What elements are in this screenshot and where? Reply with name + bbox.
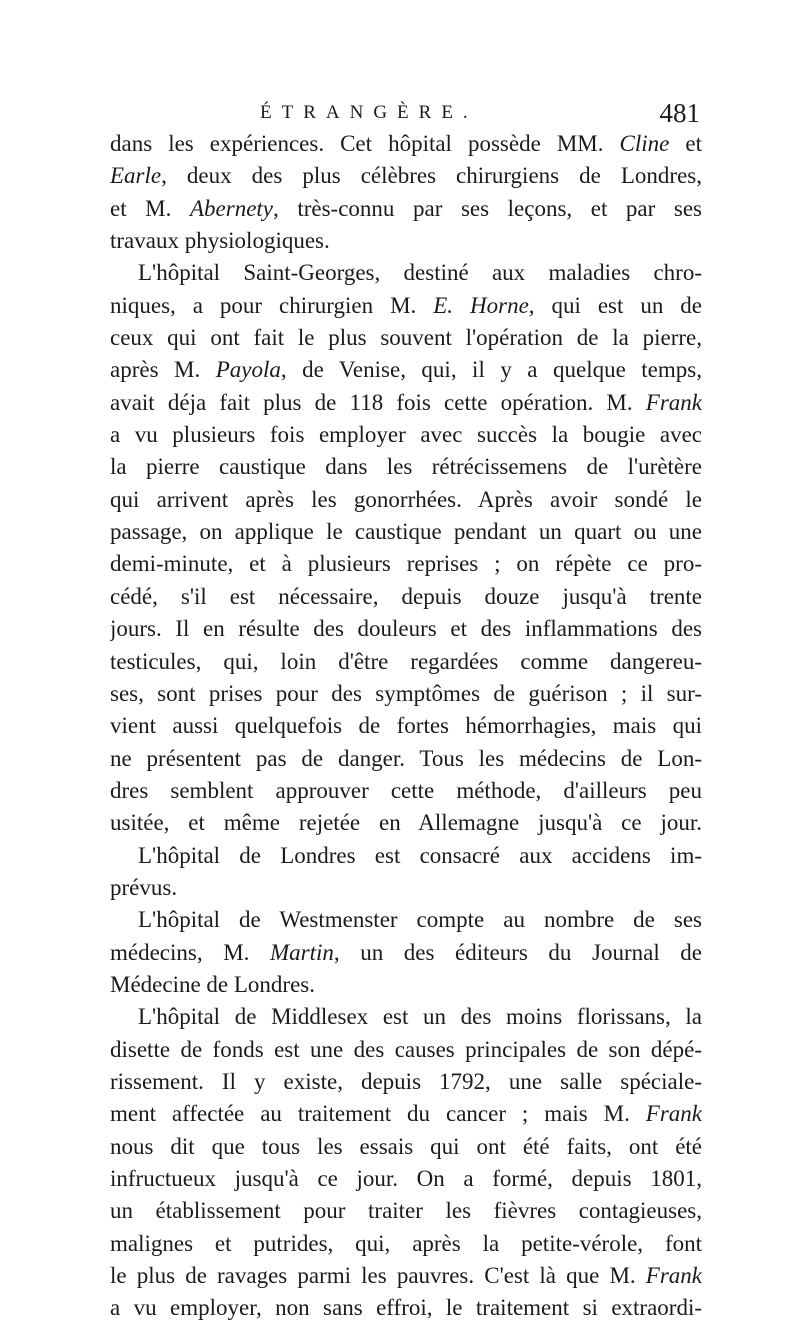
- page-header: [110, 98, 700, 132]
- text-line: [110, 1260, 702, 1292]
- text-segment: dans les expériences. Cet hôpital possède MM.: [110, 131, 620, 156]
- text-segment: L'hôpital de Middlesex est un des moins florissans, la: [138, 1004, 702, 1030]
- text-segment: , de Venise, qui, il y a quelque temps,: [280, 357, 702, 383]
- text-segment: , très-connu par ses leçons, et par ses: [273, 195, 702, 221]
- text-line: [110, 484, 702, 516]
- italic-name: Frank: [645, 1263, 702, 1289]
- text-segment: L'hôpital de Westmenster compte au nombre de ses: [138, 907, 702, 933]
- italic-name: Payola: [215, 357, 281, 383]
- text-segment: malignes et putrides, qui, après la petite-vérole, font: [110, 1230, 702, 1256]
- italic-name: Frank: [645, 389, 702, 415]
- italic-name: E. Horne: [433, 292, 529, 318]
- text-line: [110, 807, 702, 839]
- text-segment: usitée, et même rejetée en Allemagne jusqu'à ce jour.: [110, 810, 702, 836]
- italic-name: Abernety: [189, 195, 273, 221]
- text-line: [110, 872, 702, 904]
- text-segment: le plus de ravages parmi les pauvres. C'est là que M.: [110, 1263, 646, 1289]
- text-line: [110, 937, 702, 969]
- text-line: [110, 646, 702, 678]
- text-segment: , un des éditeurs du Journal de: [333, 939, 702, 965]
- text-line: [110, 1001, 702, 1033]
- text-segment: passage, on applique le caustique pendant un quart ou une: [110, 519, 702, 545]
- text-segment: niques, a pour chirurgien M.: [110, 292, 434, 318]
- text-line: [110, 1098, 702, 1130]
- text-segment: , deux des plus célèbres chirurgiens de Londres,: [161, 163, 702, 189]
- text-segment: ceux qui ont fait le plus souvent l'opération de la pierre,: [110, 325, 702, 351]
- text-segment: vient aussi quelquefois de fortes hémorrhagies, mais qui: [110, 713, 702, 739]
- text-segment: qui arrivent après les gonorrhées. Après avoir sondé le: [110, 486, 702, 512]
- text-line: [110, 710, 702, 742]
- text-segment: a vu employer, non sans effroi, le traitement si extraordi-: [110, 1295, 702, 1321]
- text-line: [110, 775, 702, 807]
- text-line: [110, 354, 702, 386]
- text-line: [110, 193, 702, 225]
- text-segment: après M.: [110, 357, 216, 383]
- text-line: [110, 516, 702, 548]
- text-segment: L'hôpital Saint-Georges, destiné aux maladies chro-: [138, 260, 702, 286]
- text-line: [110, 1034, 702, 1066]
- text-segment: cédé, s'il est nécessaire, depuis douze jusqu'à trente: [110, 583, 702, 609]
- text-segment: ment affectée au traitement du cancer ; mais M.: [110, 1101, 646, 1127]
- italic-name: Martin: [269, 939, 334, 965]
- text-segment: jours. Il en résulte des douleurs et des inflammations des: [110, 616, 702, 642]
- text-line: [110, 1131, 702, 1163]
- text-line: [110, 451, 702, 483]
- text-line: [110, 969, 702, 1001]
- text-segment: un établissement pour traiter les fièvres contagieuses,: [110, 1198, 702, 1224]
- text-segment: et: [669, 131, 702, 156]
- text-segment: rissement. Il y existe, depuis 1792, une salle spéciale-: [110, 1068, 702, 1094]
- text-line: [110, 322, 702, 354]
- text-segment: ses, sont prises pour des symptômes de guérison ; il sur-: [110, 680, 702, 706]
- italic-name: Earle: [110, 163, 162, 189]
- text-line: [110, 1292, 702, 1324]
- text-line: [110, 678, 702, 710]
- italic-name: Cline: [619, 131, 670, 156]
- body-text: [110, 128, 702, 1325]
- italic-name: Frank: [645, 1101, 702, 1127]
- text-segment: a vu plusieurs fois employer avec succès la bougie avec: [110, 422, 702, 448]
- text-line: [110, 290, 702, 322]
- text-segment: et M.: [110, 195, 190, 221]
- text-line: [110, 840, 702, 872]
- page-number: 481: [659, 98, 700, 128]
- text-line: [110, 128, 702, 160]
- text-segment: infructueux jusqu'à ce jour. On a formé, depuis 1801,: [110, 1166, 702, 1191]
- text-segment: , qui est un de: [528, 292, 702, 318]
- text-line: [110, 387, 702, 419]
- text-segment: médecins, M.: [110, 939, 270, 965]
- text-line: [110, 1228, 702, 1260]
- text-segment: prévus.: [110, 874, 178, 900]
- text-segment: dres semblent approuver cette méthode, d'ailleurs peu: [110, 777, 702, 803]
- text-line: [110, 581, 702, 613]
- text-line: [110, 225, 702, 257]
- text-line: [110, 548, 702, 580]
- text-line: [110, 613, 702, 645]
- text-segment: la pierre caustique dans les rétrécissemens de l'urètère: [110, 454, 702, 480]
- text-line: [110, 1163, 702, 1195]
- text-segment: nous dit que tous les essais qui ont été faits, ont été: [110, 1133, 702, 1159]
- text-line: [110, 904, 702, 936]
- text-segment: demi-minute, et à plusieurs reprises ; on répète ce pro-: [110, 551, 702, 577]
- text-line: [110, 1195, 702, 1227]
- text-line: [110, 419, 702, 451]
- text-segment: travaux physiologiques.: [110, 228, 330, 254]
- text-segment: L'hôpital de Londres est consacré aux accidens im-: [138, 842, 702, 868]
- text-segment: ne présentent pas de danger. Tous les médecins de Lon-: [110, 745, 702, 771]
- text-segment: avait déja fait plus de 118 fois cette opération. M.: [110, 389, 646, 415]
- text-segment: disette de fonds est une des causes principales de son dépé-: [110, 1036, 702, 1062]
- text-line: [110, 743, 702, 775]
- text-line: [110, 1066, 702, 1098]
- text-segment: Médecine de Londres.: [110, 971, 316, 997]
- text-line: [110, 160, 702, 192]
- text-segment: testicules, qui, loin d'être regardées comme dangereu-: [110, 648, 702, 674]
- text-line: [110, 257, 702, 289]
- running-head: ÉTRANGÈRE.: [260, 102, 478, 123]
